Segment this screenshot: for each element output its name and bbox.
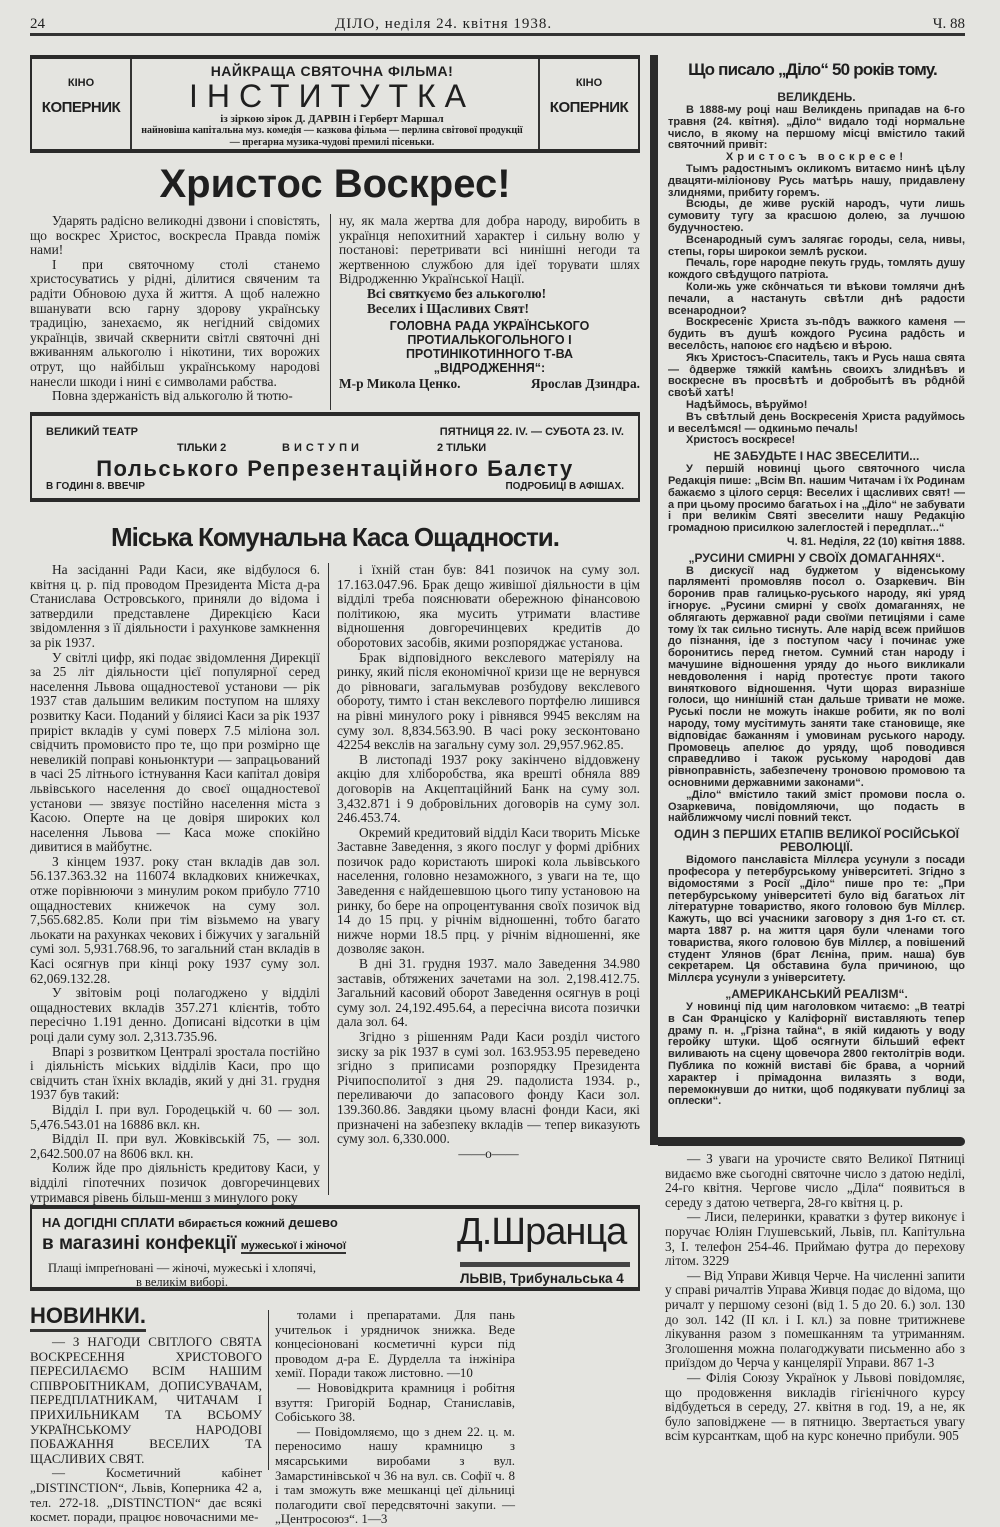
paragraph: Згідно з рішенням Ради Каси розділ чистого зиску за рік 1937 в сумі зол. 163.953.95 переведено згідно з приписами розпорядку Президента Річипосполитої з дня 29. падолиста 1934. р., переливаючи до запасового фонду Каси зол. 139.360.86. Завдяки цьому власні фонди Каси, які призначені на забезпеку вкладів — тепер виказують суму зол. 6,330.000. xyxy=(337,1029,640,1147)
paragraph: З кінцем 1937. року стан вкладів дав зол. 56.137.363.32 на 116074 вкладкових книжечках, отже порівнюючи з минулим роком прибуло 7710 ощадностевих книжечок на суму зол. 7,565.682.85. Коли при тім візьмемо на увагу льокати на рахунках чекових і біжучих у загальній сумі зол. 5,931.768.96, то загальний стан вкладів в Касі осягнув при кінці року 1937 суму зол. 62,069.132.28. xyxy=(30,853,320,986)
store-ad xyxy=(30,1205,640,1291)
fifty-years-headline: Що писало „Діло“ 50 років тому. xyxy=(688,60,937,79)
paragraph: Відділ ІІ. при вул. Жовківській 75, — зол. 2,642.500.07 на 8606 вкл. кн. xyxy=(30,1131,320,1161)
paragraph: Ударять радісно великодні дзвони і сповістять, що воскрес Христос, воскресла Правда поміж нами! xyxy=(30,213,320,258)
ad-text: НА ДОГІДНІ СПЛАТИ xyxy=(42,1215,175,1230)
paragraph: — Лиси, пелеринки, краватки з футер виконує і поручає Юліян Глушевський, Львів, пл. Капітульна 3, І. телефон 254-46. Приймаю футра до перехову літом. 3229 xyxy=(665,1209,965,1269)
issue-reference: Ч. 81. Неділя, 22 (10) квітня 1888. xyxy=(786,535,965,548)
paragraph: — З уваги на урочисте свято Великої Пятниці видаємо вже сьогодні святочне число з датою неділі, 24-го квітня. Чергове число „Діла“ появиться в середу з датою четверга, 28-го квітня ц. р. xyxy=(665,1151,965,1210)
news-right xyxy=(275,1307,515,1527)
easter-paragraph: ну, як мала жертва для добра народу, виробить в українця непохитний характер і сильну волю у постанові: перетривати всі нинішні негоди та жертвенною службою для ідеї торувати шлях Відродженню Української Нації. xyxy=(339,213,640,287)
bank-right-paragraphs xyxy=(337,563,640,1147)
paragraph: Впарі з розвитком Централі зростала постійно і діяльність міських відділів Каси, про що свідчить стан їхніх вкладів, який у дні 31. грудня 1937 був такий: xyxy=(30,1043,320,1103)
paragraph: Надѣймось, вѣруймо! xyxy=(686,398,808,411)
signature: Ярослав Дзиндра. xyxy=(530,376,640,392)
bank-headline: Міська Комунальна Каса Ощадности. xyxy=(110,522,560,552)
kino-label: КІНО xyxy=(67,77,95,89)
shows-label: ВИСТУПИ xyxy=(282,442,363,454)
section-body xyxy=(668,464,965,535)
section-title: ОДИН З ПЕРШИХ ЕТАПІВ ВЕЛИКОЇ РОСІЙСЬКОЇ РЕВОЛЮЦІЇ. xyxy=(674,827,959,855)
ad-text: дешево xyxy=(288,1215,338,1230)
ad-text: в великім виборі. xyxy=(136,1275,228,1289)
signature: М-р Микола Ценко. xyxy=(339,376,461,392)
section-title: ВЕЛИКДЕНЬ. xyxy=(777,90,856,104)
paragraph: — Від Управи Живця Черче. На численні запити у справі ричалтів Управа Живця подає до відома, що ричалт у першому сезоні (від 1. 5 до 20. 6.) зол. 130 до зол. 142 (ІІ кл. і І. кл.) за повне тритижневе лікування разом з помешканням та утриманням. Зголошення можна полагоджувати письменно або з приїздом до Черча у канцелярії Управи. 867 1-3 xyxy=(665,1267,965,1371)
news-left xyxy=(30,1334,262,1525)
notices-column xyxy=(665,1152,965,1487)
paragraph: „Діло“ вмістило такий зміст промови посла о. Озаркевича, повідомляючи, що подасть в найближчому числі повний текст. xyxy=(668,788,965,825)
paragraph: Повна здержаність від алькоголю й тютю- xyxy=(52,388,293,404)
section-title: „РУСИНИ СМИРНІ У СВОЇХ ДОМАГАННЯХ“. xyxy=(688,550,945,565)
paragraph: Окремий кредитовий відділ Каси творить Міське Заставне Заведення, з якого послуг у формі дрібних позичок радо користають широкі кола львівського населення, головно незаможного, з уваги на те, що Заведення є найдешевшою цього типу установою на ринку, бо бере на опроцентування своїх позичок від 14 до 15 прц. у річнім відношенні, тобто багато нижче норми 18.5 прц. у річнім відношенні, яке дозволяє закон. xyxy=(337,824,640,957)
only-label: 2 ТІЛЬКИ xyxy=(437,442,487,454)
page-header xyxy=(30,12,965,36)
paragraph: Брак відповідного векслевого матеріялу на ринку, який після економічної кризи ще не вернувся до рівноваги, загальмував розбудову векслевого обороту, тимто і стан векслевого портфелю лишився на рівні минулого року і рівнявся 9945 векслям на суму зол. 8,834.563.90. В часі року зесконтовано 42254 векслів на загальну суму зол. 29,957.962.85. xyxy=(337,649,640,753)
ad-body xyxy=(42,1261,322,1289)
only-label: ТІЛЬКИ 2 xyxy=(177,442,227,454)
paragraph: толами і препаратами. Для пань учительок і урядничок знижка. Веде концесіоновані косметичні курси під проводом д-ра Е. Дурделла та інжініра хемії. Поради також листовно. —10 xyxy=(275,1307,515,1381)
easter-headline: Христос Воскрес! xyxy=(159,162,511,206)
paragraph: Відомого панславіста Міллєра усунули з посади професора у петербурському університеті. Згідно з відомостями з Росії „Діло“ пише про те: „При петербурському університеті було від багатьох літ літературне товариство, якого головою був Міллєр. Кажуть, що всі учасники заговору з дня 1-го ст. ст. марта 1887 р. на життя царя були членами того товариства, якого головою був Міллєр, а повішений студент Улянов (брат Лєніна, прим. наша) був секретарем. Ця обставина була причиною, що Міллєра усунули з університету. xyxy=(668,854,965,985)
ad-text: мужеської і жіночої xyxy=(240,1240,346,1252)
section-body xyxy=(668,855,965,985)
kino-label: КІНО xyxy=(575,77,603,89)
paragraph: Тымъ радостнымъ окликомъ витаємо нинѣ цѣлу двацяти-міліонову Русь матѣрь нашу, придавлену злиднями, прибиту горемъ. xyxy=(668,162,965,199)
paragraph: — З НАГОДИ СВІТЛОГО СВЯТА ВОСКРЕСЕННЯ ХРИСТОВОГО ПЕРЕСИЛАЄМО ВСІМ НАШИМ СПІВРОБІТНИКАМ, ДОПИСУВАЧАМ, ПЕРЕДПЛАТНИКАМ, ЧИТАЧАМ І ПРИХИЛЬНИКАМ ТА ВСЬОМУ УКРАЇНСЬКОМУ НАРОДОВІ ПОБАЖАННЯ ВЕСЕЛИХ ТА ЩАСЛИВИХ СВЯТ. xyxy=(30,1334,262,1466)
end-mark: ——o—— xyxy=(458,1145,519,1161)
section-subtitle: Христосъ воскресе! xyxy=(725,151,908,164)
fifty-headline-wrap xyxy=(660,60,965,80)
paragraph: — Нововідкрита крамниця і робітня взуття: Григорій Боднар, Станиславів, Собіського 38. xyxy=(275,1379,515,1425)
slogan: Веселих і Щасливих Свят! xyxy=(367,300,529,316)
paragraph: — Філія Союзу Українок у Львові повідомляє, що продовження викладів гігієнічного курсу відбудеться в середу, 27. квітня в год. 19, а не, як було заповіджене — в пятницю. Звертається увагу всім курсанткам, щоб на курс конечно прибули. 905 xyxy=(665,1369,965,1444)
news-title: НОВИНКИ. xyxy=(30,1303,146,1332)
issue-number: Ч. 88 xyxy=(932,16,965,32)
section-title: НЕ ЗАБУДЬТЕ І НАС ЗВЕСЕЛИТИ... xyxy=(713,449,920,464)
venue: ВЕЛИКИЙ ТЕАТР xyxy=(46,426,138,438)
cinema-ad xyxy=(30,55,640,153)
section-body xyxy=(668,566,965,826)
film-description: найновіша капітальна муз. комедія — казкова фільма — перлина світової продукції — прегарна музика-чудові премилі пісеньки. xyxy=(141,125,523,148)
fifty-years-column xyxy=(668,88,965,1135)
ad-text: в магазині конфекції xyxy=(42,1233,237,1254)
ad-tagline: НАЙКРАЩА СВЯТОЧНА ФІЛЬМА! xyxy=(210,63,454,79)
paragraph: У першій новинці цього святочного числа Редакція пише: „Всім Вп. нашим Читачам і їх Родинам бажаємо з цілого серця: Веселих і щасливих свят! — а при цьому просимо багатьох і на „Діло“ не забувати і при великім Святі звеселити нашу Редакцію громадною присилкою залеглостей і передплат...“ xyxy=(668,463,965,535)
slogan: Всі святкуємо без алькоголю! xyxy=(367,285,547,301)
paragraph: У новинці під цим наголовком читаємо: „В театрі в Сан Франціско у Каліфорнії виставляють тепер драму п. н. „Грізна тайна“, в якій кидають у воду геройку штуки. Щоб осягнути більший ефект виливають на сцену щовечора 2800 гектолітрів води. Публика по кожній виставі біє брава, а чорний характер і прімадонна вилазять з води, перемокнувши до нитки, щоб подякувати публиці за оплески“. xyxy=(668,1000,965,1108)
details-note: ПОДРОБИЦІ В АФІШАХ. xyxy=(505,481,624,492)
paragraph: І при святочному столі станемо христосуватись у рідні, ділитися свяченим та радіти Обновою духа й життя. А щоб належно вшанувати всю гарну здорову українську традицію, занехаємо, як негідний свідомих українців, звичай сквернити світлі святочні дні вживанням алькоголю і нікотини, тих ворожих отрут, що найбільш українському народові нанесли шкоди і нині є символами рабства. xyxy=(30,256,320,389)
paragraph: і їхній стан був: 841 позичок на суму зол. 17.163.047.96. Брак дещо живішої діяльности в цім відділі треба пояснювати обережною фінансовою політикою, яка мусить утримати властиве відношення довгоречинцевих кредитів до оборотових засобів, якими розпоряджає установа. xyxy=(337,562,640,650)
paragraph: Христосъ воскресе! xyxy=(686,434,796,447)
cinema-name: КОПЕРНИК xyxy=(41,99,121,116)
section-body xyxy=(668,105,965,152)
bank-left-column xyxy=(30,562,320,1205)
paragraph: Колиж йде про діяльність кредитову Каси, у відділі гіпотечних позичок довгоречинцевих утримався рівень більш-менш з минулого року xyxy=(30,1160,320,1205)
paragraph: В дні 31. грудня 1937. мало Заведення 34.980 заставів, обтяжених зачетами на зол. 2,198.412.75. Загальний касовий оборот Заведення осягнув в році суму зол. 24,192.495.64, а пересічна висота позички дала зол. 64. xyxy=(337,956,640,1030)
ad-text: Плащі імпреґновані — жіночі, мужеські і хлопячі, xyxy=(47,1261,317,1275)
section-body xyxy=(668,1002,965,1108)
masthead-date: ДІЛО, неділя 24. квітня 1938. xyxy=(335,16,553,32)
theatre-ad xyxy=(30,412,640,502)
film-title: ІНСТИТУТКА xyxy=(189,78,475,114)
paragraph: Воскресеніє Христа зъ-пôдъ важкого каменя — будить въ душѣ кождого Русина радôсть и веселôсть, напоює єго надѣєю и вѣрою. xyxy=(668,316,965,352)
paragraph: Всюды, де живе рускій народъ, чути лишь сумовиту тугу за красшою долею, за лучшою будучностею. xyxy=(668,198,965,234)
ad-text: вбирається кожний xyxy=(178,1218,285,1230)
column-rule xyxy=(268,1310,269,1470)
bank-right-column xyxy=(328,563,640,1195)
paragraph: — Косметичний кабінет „DISTINCTION“, Львів, Коперника 42 а, тел. 272-18. „DISTINCTION“ дає всякі космет. поради, працює новочасними ме- xyxy=(30,1465,262,1525)
paragraph: Відділ І. при вул. Городецькій ч. 60 — зол. 5,476.543.01 на 16886 вкл. кн. xyxy=(30,1101,320,1132)
paragraph: Печаль, горе народне пекуть грудь, томлять душу кождого свѣдущого патріота. xyxy=(668,257,965,282)
paragraph: На засіданні Ради Каси, яке відбулося 6. квітня ц. р. під проводом Президента Міста д-ра Станислава Островського, приняли до відома і затвердили представлене Дирекцією Каси звідомлення з її діяльности і рахункове замкнення за рік 1937. xyxy=(30,562,320,650)
column-bar xyxy=(650,55,658,1145)
bank-headline-wrap xyxy=(30,522,640,553)
paragraph: У звітовім році полагоджено у відділі ощадностевих вкладів 357.271 клієнтів, тобто пересічно 1.191 денно. Дописані відсотки в цім році дали суму зол. 2,313.735.96. xyxy=(30,985,320,1044)
store-name: Д.Шранца xyxy=(457,1211,627,1253)
page-number: 24 xyxy=(30,16,45,32)
paragraph: Всенародный сумъ залягає городы, села, нивы, степы, горы широкои землѣ рускои. xyxy=(668,233,965,258)
store-address: ЛЬВІВ, Трибунальська 4 xyxy=(460,1271,624,1286)
divider xyxy=(658,1137,965,1146)
ballet-title: Польського Репрезентаційного Балєту xyxy=(96,456,574,481)
paragraph: — Повідомляємо, що з днем 22. ц. м. переносимо нашу крамницю з мясарськими виробами з вул. Замарстинівської ч 36 на вул. св. Софії ч. 8 і там зможуть вже мешканці цеї дільниці полагодити свої передсвяточні закупи. — „Центросоюз“. 1—3 xyxy=(275,1423,515,1527)
paragraph: В дискусії над буджетом у віденському парляменті промовляв посол о. Озаркевич. Він боронив прав галицько-руського народу, які уряд ігнорує. „Русини смирні у своїх домаганнях, не облягають державної ради своїми петиціями і саме тому їх так сильно тиснуть. Але нарід всеж прийшов до пізнання, іде з поступом часу і починає уже боронитись перед гнетом. Сумний стан народу і мачушине відношення уряду до нього викликали невдоволення і нарід протестує проти такого виняткового відношення. Чути щораз виразніше голоси, що нинішній стан дальше тривати не може. Руські посли не можуть інакше робити, як по волі народу, тому мусітимуть заняти таке становище, яке відповідає бажанням і умовинам руського народу. Промовець апелює до уряду, щоб поводився справедливо і також руському народові дав рівноправність, забезпечену троновою промовою та основними державними законами“. xyxy=(668,564,965,790)
section-body xyxy=(668,164,965,447)
paragraph: В листопаді 1937 року закінчено віддовжену акцію для хліборобства, яка врешті обняла 889 договорів на Акцептаційний Банк на суму зол. 3,432.871 і 9 добровільних договорів на суму зол. 246.453.74. xyxy=(337,751,640,826)
section-title: „АМЕРИКАНСЬКИЙ РЕАЛІЗМ“. xyxy=(725,986,908,1001)
paragraph: У світлі цифр, які подає звідомлення Дирекції за 25 літ діяльности цієї популярної серед населення Львова ощадностевої установи — рік 1937 став дальшим великим поступом на шляху розвитку Каси. Поданий у біляисі Каси за рік 1937 приріст вкладів у сумі поверх 7.5 міліона зол. свідчить промовисто про те, що при розмірно ще невеликій поправі коньюнктури — запрацьований в часі 25 літнього істнування Каси капітал довіря львівського населення до своєї ощадностевої установи — звязує постійно населення міста з Касою. Оперте на це довіря широких кол населення Львова — Каса може спокійно дивитися в майбутнє. xyxy=(30,649,320,855)
easter-right-column xyxy=(330,214,640,410)
film-stars: із зіркою зірок Д. ДАРВІН і Герберт Маршал xyxy=(220,113,444,125)
paragraph: Въ свѣтлый день Воскресенія Христа радуймось и веселѣмся! — одкиньмо печаль! xyxy=(668,410,965,435)
paragraph: В 1888-му році наш Великдень припадав на 6-го травня (24. квітня). „Діло“ видало тоді нормальне число, в якому на першому місці вмістило такий святочний привіт: xyxy=(668,104,965,152)
divider xyxy=(460,1262,630,1267)
easter-left-column xyxy=(30,214,320,410)
show-time: В ГОДИНІ 8. ВВЕЧІР xyxy=(46,481,145,492)
paragraph: Якъ Христосъ-Спаситель, такъ и Русь наша свята — ôдверже тяжкій камѣнь своихъ злиднѣвъ и воскресне въ просвѣтѣ и добробытѣ въ рôднôй своѣй хатѣ! xyxy=(668,351,965,400)
organization: ГОЛОВНА РАДА УКРАЇНСЬКОГО ПРОТИАЛЬКОГОЛЬНОГО І ПРОТИНІКОТИННОГО Т-ВА „ВІДРОДЖЕННЯ“: xyxy=(389,319,590,376)
show-dates: ПЯТНИЦЯ 22. IV. — СУБОТА 23. IV. xyxy=(439,426,624,438)
paragraph: Коли-жь уже скôнчаться ти вѣкови томлячи днѣ печали, а настануть свѣтли днѣ радости всенароднои? xyxy=(668,280,965,317)
cinema-name: КОПЕРНИК xyxy=(549,99,629,116)
